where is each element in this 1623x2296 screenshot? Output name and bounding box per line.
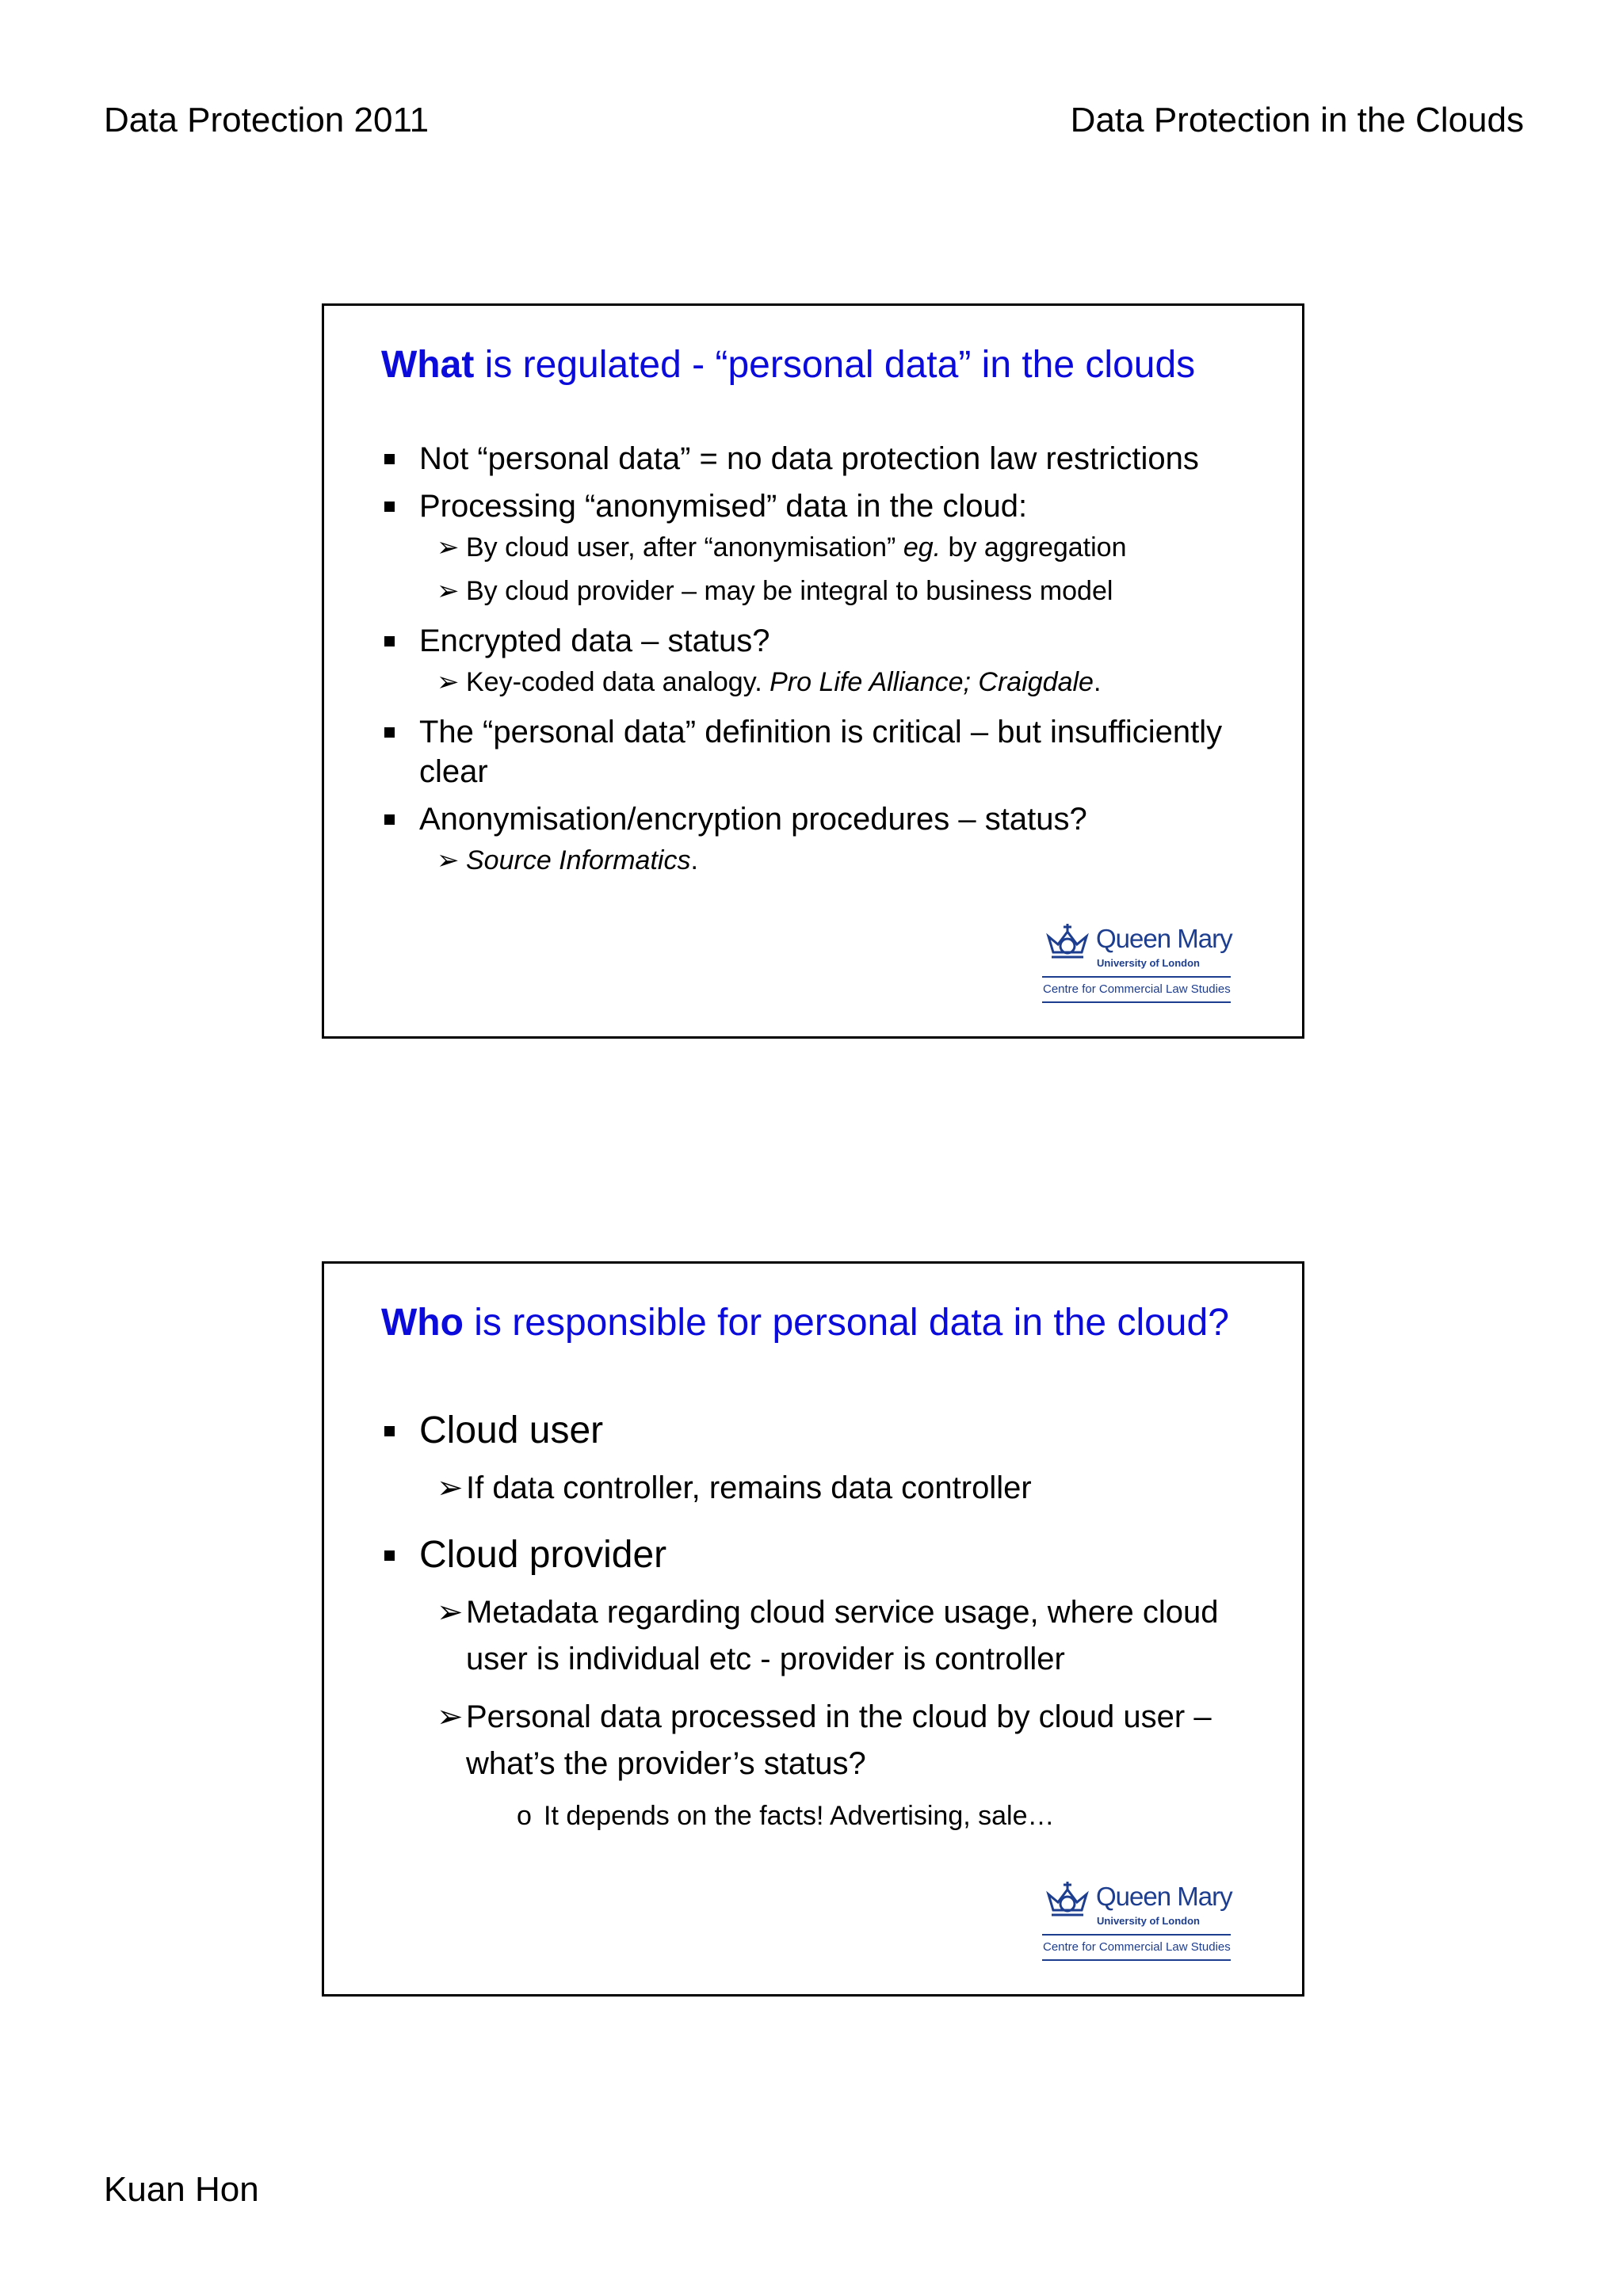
sub-bullet-list [419,1589,1270,1835]
bullet-item: Encrypted data – status? ➢ Key-coded data analogy. Pro Life Alliance; Craigdale. [381,621,1270,704]
logo-name: Queen Mary [1096,1882,1232,1911]
sub-bullet-item: ➢ Personal data processed in the cloud by cloud user – what’s the provider’s status? o It depends on the facts! Advertising, sale… [427,1694,1270,1835]
slide-title [381,342,1195,388]
arrow-bullet-icon: ➢ [437,1595,464,1630]
sub-bullet-item: ➢ By cloud user, after “anonymisation” eg. by aggregation [427,526,1270,570]
sub-bullet-item: ➢ If data controller, remains data controller [427,1465,1270,1512]
bullet-item: Not “personal data” = no data protection law restrictions [381,439,1270,479]
bullet-item: Cloud provider ➢ Metadata regarding cloud service usage, where cloud user is individual etc - provider is controller ➢ Personal data processed in the cloud by cloud user – what’s the provider’s status? o It depends on the facts! Advertising, sale… [381,1532,1270,1835]
logo-divider [1042,1959,1231,1961]
sub-bullet-item: ➢ Source Informatics. [427,839,1270,883]
header-left-title: Data Protection 2011 [104,101,430,139]
header-right-title: Data Protection in the Clouds [1070,101,1524,139]
arrow-bullet-icon: ➢ [437,845,460,875]
logo-divider [1042,976,1231,978]
title-keyword: What [381,344,475,386]
sub-bullet-list [419,661,1270,704]
arrow-bullet-icon: ➢ [437,667,460,697]
logo-divider [1042,1001,1231,1003]
sub-bullet-list [419,1465,1270,1512]
slide-who-is-responsible [322,1261,1304,1997]
logo-university: University of London [1097,957,1200,969]
queen-mary-logo [1042,922,1232,1009]
queen-mary-logo [1042,1880,1232,1967]
logo-divider [1042,1934,1231,1936]
bullet-list [381,439,1270,883]
logo-university: University of London [1097,1915,1200,1927]
sub-bullet-item: ➢ Key-coded data analogy. Pro Life Alliance; Craigdale. [427,661,1270,704]
circle-bullet-icon: o [517,1801,532,1831]
crown-crest-icon [1042,922,1093,967]
bullet-list [381,1408,1270,1835]
sub-bullet-list [419,839,1270,883]
title-keyword: Who [381,1302,464,1344]
logo-centre: Centre for Commercial Law Studies [1043,1940,1231,1954]
sub-sub-bullet-item: o It depends on the facts! Advertising, sale… [514,1797,1270,1835]
bullet-item: Cloud user ➢ If data controller, remains data controller [381,1408,1270,1512]
arrow-bullet-icon: ➢ [437,532,460,563]
sub-bullet-list [419,526,1270,613]
sub-bullet-item: ➢ By cloud provider – may be integral to business model [427,570,1270,613]
arrow-bullet-icon: ➢ [437,1470,464,1505]
slide-title [381,1300,1229,1346]
crown-crest-icon [1042,1880,1093,1924]
bullet-item: Processing “anonymised” data in the cloud: ➢ By cloud user, after “anonymisation” eg. by aggregation ➢ By cloud provider – may be integral to business model [381,486,1270,613]
title-text: is regulated - “personal data” in the clouds [474,344,1196,386]
arrow-bullet-icon: ➢ [437,576,460,606]
logo-name: Queen Mary [1096,924,1232,953]
bullet-item: The “personal data” definition is critical – but insufficiently clear [381,712,1270,791]
title-text: is responsible for personal data in the cloud? [463,1302,1229,1344]
footer-author: Kuan Hon [104,2170,259,2209]
logo-centre: Centre for Commercial Law Studies [1043,982,1231,996]
arrow-bullet-icon: ➢ [437,1699,464,1734]
sub-bullet-item: ➢ Metadata regarding cloud service usage, where cloud user is individual etc - provider is controller [427,1589,1270,1683]
slide-what-is-regulated [322,303,1304,1039]
bullet-item: Anonymisation/encryption procedures – status? ➢ Source Informatics. [381,799,1270,883]
